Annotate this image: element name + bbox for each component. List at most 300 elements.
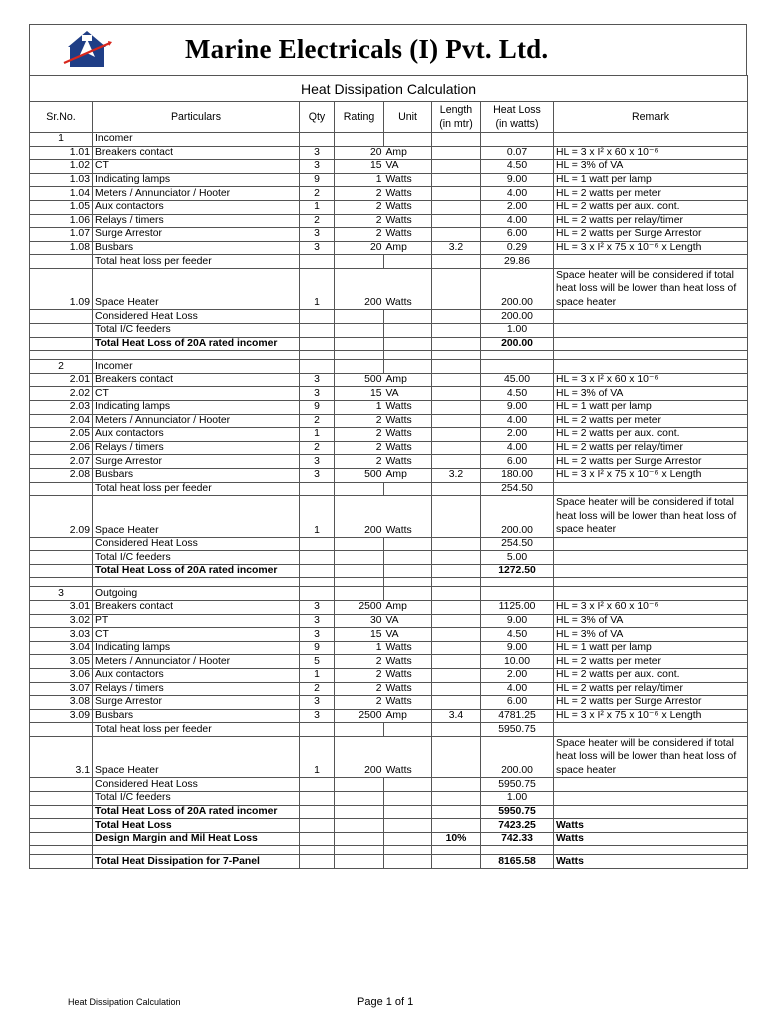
empty-cell xyxy=(384,324,432,338)
item-remark: HL = 2 watts per meter xyxy=(554,414,748,428)
feeders-row xyxy=(30,324,748,338)
empty-cell xyxy=(30,351,93,360)
considered-row xyxy=(30,310,748,324)
space-heater-unit: Watts xyxy=(384,496,432,538)
considered-row xyxy=(30,537,748,551)
item-rating: 1 xyxy=(335,401,384,415)
empty-cell xyxy=(335,324,384,338)
table-row xyxy=(30,187,748,201)
empty-cell xyxy=(432,268,481,310)
item-remark: HL = 3 x I² x 60 x 10⁻⁶ xyxy=(554,373,748,387)
company-header xyxy=(29,24,747,75)
empty-cell xyxy=(384,351,432,360)
empty-cell xyxy=(432,351,481,360)
item-qty: 2 xyxy=(300,414,335,428)
item-length xyxy=(432,428,481,442)
item-number: 3.02 xyxy=(30,614,93,628)
total-feeder-value: 254.50 xyxy=(481,482,554,496)
item-heat-loss: 9.00 xyxy=(481,401,554,415)
empty-cell xyxy=(30,805,93,819)
empty-cell xyxy=(384,578,432,587)
empty-cell xyxy=(384,832,432,846)
item-particulars: Breakers contact xyxy=(93,601,300,615)
item-rating: 2 xyxy=(335,696,384,710)
item-remark: HL = 1 watt per lamp xyxy=(554,641,748,655)
section-title: Outgoing xyxy=(93,587,300,601)
item-qty: 5 xyxy=(300,655,335,669)
empty-cell xyxy=(384,255,432,269)
item-particulars: Meters / Annunciator / Hooter xyxy=(93,414,300,428)
item-length xyxy=(432,682,481,696)
table-row xyxy=(30,401,748,415)
item-qty: 3 xyxy=(300,228,335,242)
item-remark: HL = 3% of VA xyxy=(554,387,748,401)
empty-cell xyxy=(300,564,335,578)
space-heater-rating: 200 xyxy=(335,736,384,778)
item-qty: 2 xyxy=(300,214,335,228)
col-heatloss: Heat Loss (in watts) xyxy=(481,102,554,133)
empty-cell xyxy=(335,805,384,819)
item-qty: 3 xyxy=(300,387,335,401)
item-rating: 2 xyxy=(335,428,384,442)
total-dissipation-unit: Watts xyxy=(554,855,748,869)
item-length xyxy=(432,373,481,387)
item-heat-loss: 4.50 xyxy=(481,387,554,401)
empty-cell xyxy=(481,587,554,601)
space-heater-number: 3.1 xyxy=(30,736,93,778)
item-length xyxy=(432,669,481,683)
item-unit: Amp xyxy=(384,146,432,160)
empty-cell xyxy=(93,578,300,587)
item-qty: 1 xyxy=(300,428,335,442)
item-qty: 3 xyxy=(300,628,335,642)
empty-cell xyxy=(300,351,335,360)
total-feeder-label: Total heat loss per feeder xyxy=(93,723,300,737)
item-rating: 2 xyxy=(335,414,384,428)
item-particulars: Relays / timers xyxy=(93,441,300,455)
empty-cell xyxy=(432,360,481,374)
item-length xyxy=(432,387,481,401)
item-rating: 2 xyxy=(335,682,384,696)
section-title: Incomer xyxy=(93,133,300,147)
space-heater-row xyxy=(30,268,748,310)
item-number: 1.02 xyxy=(30,160,93,174)
section-total-value: 1272.50 xyxy=(481,564,554,578)
table-row xyxy=(30,669,748,683)
item-heat-loss: 45.00 xyxy=(481,373,554,387)
space-heater-number: 1.09 xyxy=(30,268,93,310)
item-unit: VA xyxy=(384,614,432,628)
empty-cell xyxy=(30,551,93,565)
spacer-row xyxy=(30,351,748,360)
item-unit: Watts xyxy=(384,173,432,187)
empty-cell xyxy=(335,351,384,360)
item-unit: Amp xyxy=(384,373,432,387)
considered-label: Considered Heat Loss xyxy=(93,778,300,792)
empty-cell xyxy=(300,255,335,269)
item-qty: 9 xyxy=(300,641,335,655)
empty-cell xyxy=(335,133,384,147)
item-rating: 2 xyxy=(335,228,384,242)
item-remark: HL = 2 watts per relay/timer xyxy=(554,214,748,228)
item-rating: 2 xyxy=(335,455,384,469)
item-number: 3.04 xyxy=(30,641,93,655)
item-qty: 3 xyxy=(300,709,335,723)
item-qty: 3 xyxy=(300,241,335,255)
feeders-label: Total I/C feeders xyxy=(93,792,300,806)
footer-doc-name: Heat Dissipation Calculation xyxy=(68,997,181,1007)
item-remark: HL = 1 watt per lamp xyxy=(554,173,748,187)
empty-cell xyxy=(432,819,481,833)
item-remark: HL = 3 x I² x 75 x 10⁻⁶ x Length xyxy=(554,709,748,723)
empty-cell xyxy=(384,723,432,737)
space-heater-remark: Space heater will be considered if total heat loss will be lower than heat loss of space heater xyxy=(554,736,748,778)
empty-cell xyxy=(300,551,335,565)
item-number: 2.04 xyxy=(30,414,93,428)
item-remark: HL = 3 x I² x 60 x 10⁻⁶ xyxy=(554,601,748,615)
section-title: Incomer xyxy=(93,360,300,374)
empty-cell xyxy=(335,564,384,578)
item-particulars: Indicating lamps xyxy=(93,641,300,655)
item-particulars: CT xyxy=(93,160,300,174)
empty-cell xyxy=(335,337,384,351)
item-number: 3.09 xyxy=(30,709,93,723)
empty-cell xyxy=(384,360,432,374)
item-length xyxy=(432,696,481,710)
item-particulars: Indicating lamps xyxy=(93,173,300,187)
empty-cell xyxy=(554,133,748,147)
empty-cell xyxy=(300,846,335,855)
empty-cell xyxy=(554,537,748,551)
item-number: 3.01 xyxy=(30,601,93,615)
empty-cell xyxy=(554,778,748,792)
space-heater-heat-loss: 200.00 xyxy=(481,736,554,778)
empty-cell xyxy=(30,723,93,737)
empty-cell xyxy=(384,855,432,869)
item-length xyxy=(432,641,481,655)
empty-cell xyxy=(554,805,748,819)
feeders-label: Total I/C feeders xyxy=(93,551,300,565)
item-heat-loss: 4.00 xyxy=(481,214,554,228)
empty-cell xyxy=(432,587,481,601)
item-unit: Amp xyxy=(384,601,432,615)
table-row xyxy=(30,655,748,669)
space-heater-remark: Space heater will be considered if total heat loss will be lower than heat loss of space heater xyxy=(554,268,748,310)
item-qty: 3 xyxy=(300,614,335,628)
design-margin-percent: 10% xyxy=(432,832,481,846)
empty-cell xyxy=(554,360,748,374)
item-rating: 2 xyxy=(335,214,384,228)
empty-cell xyxy=(432,537,481,551)
table-row xyxy=(30,146,748,160)
space-heater-label: Space Heater xyxy=(93,268,300,310)
empty-cell xyxy=(384,537,432,551)
company-name: Marine Electricals (I) Pvt. Ltd. xyxy=(185,34,549,64)
item-heat-loss: 1125.00 xyxy=(481,601,554,615)
col-rating: Rating xyxy=(335,102,384,133)
empty-cell xyxy=(432,723,481,737)
item-rating: 20 xyxy=(335,241,384,255)
empty-cell xyxy=(432,846,481,855)
item-rating: 2500 xyxy=(335,709,384,723)
item-rating: 2 xyxy=(335,669,384,683)
item-particulars: Busbars xyxy=(93,709,300,723)
feeders-label: Total I/C feeders xyxy=(93,324,300,338)
document-sheet xyxy=(29,24,747,869)
item-heat-loss: 9.00 xyxy=(481,641,554,655)
empty-cell xyxy=(335,819,384,833)
item-rating: 15 xyxy=(335,160,384,174)
item-qty: 3 xyxy=(300,601,335,615)
item-particulars: Relays / timers xyxy=(93,682,300,696)
item-unit: Watts xyxy=(384,641,432,655)
section-total-row xyxy=(30,337,748,351)
summary-total-unit: Watts xyxy=(554,819,748,833)
design-margin-row xyxy=(30,832,748,846)
space-heater-rating: 200 xyxy=(335,268,384,310)
space-heater-row xyxy=(30,736,748,778)
total-feeder-row xyxy=(30,482,748,496)
empty-cell xyxy=(335,255,384,269)
item-remark: HL = 1 watt per lamp xyxy=(554,401,748,415)
item-remark: HL = 3% of VA xyxy=(554,614,748,628)
item-unit: Watts xyxy=(384,682,432,696)
item-qty: 3 xyxy=(300,160,335,174)
empty-cell xyxy=(554,551,748,565)
feeders-value: 1.00 xyxy=(481,792,554,806)
section-total-row xyxy=(30,805,748,819)
empty-cell xyxy=(300,855,335,869)
col-length: Length (in mtr) xyxy=(432,102,481,133)
table-row xyxy=(30,455,748,469)
item-unit: Watts xyxy=(384,441,432,455)
table-row xyxy=(30,428,748,442)
empty-cell xyxy=(384,133,432,147)
section-total-label: Total Heat Loss of 20A rated incomer xyxy=(93,564,300,578)
item-unit: VA xyxy=(384,387,432,401)
item-heat-loss: 6.00 xyxy=(481,455,554,469)
empty-cell xyxy=(300,133,335,147)
empty-cell xyxy=(30,324,93,338)
empty-cell xyxy=(432,736,481,778)
empty-cell xyxy=(554,255,748,269)
empty-cell xyxy=(432,310,481,324)
item-length xyxy=(432,187,481,201)
empty-cell xyxy=(30,855,93,869)
empty-cell xyxy=(30,578,93,587)
considered-value: 5950.75 xyxy=(481,778,554,792)
item-number: 2.01 xyxy=(30,373,93,387)
table-row xyxy=(30,387,748,401)
empty-cell xyxy=(384,482,432,496)
item-number: 3.05 xyxy=(30,655,93,669)
item-remark: HL = 2 watts per relay/timer xyxy=(554,441,748,455)
empty-cell xyxy=(384,792,432,806)
item-particulars: Surge Arrestor xyxy=(93,696,300,710)
total-feeder-label: Total heat loss per feeder xyxy=(93,482,300,496)
item-number: 1.03 xyxy=(30,173,93,187)
item-particulars: Meters / Annunciator / Hooter xyxy=(93,655,300,669)
empty-cell xyxy=(384,846,432,855)
item-remark: HL = 2 watts per Surge Arrestor xyxy=(554,455,748,469)
empty-cell xyxy=(432,778,481,792)
empty-cell xyxy=(335,723,384,737)
item-qty: 2 xyxy=(300,187,335,201)
empty-cell xyxy=(432,496,481,538)
item-heat-loss: 6.00 xyxy=(481,696,554,710)
item-particulars: Aux contactors xyxy=(93,669,300,683)
empty-cell xyxy=(432,482,481,496)
item-particulars: Busbars xyxy=(93,241,300,255)
item-remark: HL = 2 watts per relay/timer xyxy=(554,682,748,696)
item-number: 3.03 xyxy=(30,628,93,642)
empty-cell xyxy=(554,351,748,360)
empty-cell xyxy=(384,310,432,324)
item-particulars: Aux contactors xyxy=(93,200,300,214)
item-unit: Watts xyxy=(384,414,432,428)
item-unit: Watts xyxy=(384,655,432,669)
spacer-row xyxy=(30,578,748,587)
section-number: 2 xyxy=(30,360,93,374)
item-particulars: Meters / Annunciator / Hooter xyxy=(93,187,300,201)
total-feeder-value: 29.86 xyxy=(481,255,554,269)
col-qty: Qty xyxy=(300,102,335,133)
item-number: 3.06 xyxy=(30,669,93,683)
space-heater-qty: 1 xyxy=(300,736,335,778)
table-row xyxy=(30,228,748,242)
empty-cell xyxy=(432,133,481,147)
empty-cell xyxy=(300,832,335,846)
item-number: 1.08 xyxy=(30,241,93,255)
item-number: 2.05 xyxy=(30,428,93,442)
empty-cell xyxy=(30,819,93,833)
item-qty: 9 xyxy=(300,173,335,187)
table-row xyxy=(30,214,748,228)
column-header-row xyxy=(30,102,748,133)
item-remark: HL = 2 watts per Surge Arrestor xyxy=(554,228,748,242)
item-remark: HL = 3 x I² x 75 x 10⁻⁶ x Length xyxy=(554,468,748,482)
col-particulars: Particulars xyxy=(93,102,300,133)
heat-dissipation-table xyxy=(29,75,748,869)
empty-cell xyxy=(554,587,748,601)
empty-cell xyxy=(335,846,384,855)
empty-cell xyxy=(335,855,384,869)
considered-row xyxy=(30,778,748,792)
section-heading-row xyxy=(30,133,748,147)
section-heading-row xyxy=(30,360,748,374)
item-unit: Watts xyxy=(384,455,432,469)
empty-cell xyxy=(432,551,481,565)
space-heater-remark: Space heater will be considered if total heat loss will be lower than heat loss of space heater xyxy=(554,496,748,538)
section-total-value: 200.00 xyxy=(481,337,554,351)
item-length xyxy=(432,160,481,174)
design-margin-label: Design Margin and Mil Heat Loss xyxy=(93,832,300,846)
item-heat-loss: 6.00 xyxy=(481,228,554,242)
space-heater-unit: Watts xyxy=(384,736,432,778)
item-unit: Watts xyxy=(384,669,432,683)
space-heater-qty: 1 xyxy=(300,268,335,310)
feeders-row xyxy=(30,792,748,806)
item-number: 3.08 xyxy=(30,696,93,710)
item-unit: Amp xyxy=(384,709,432,723)
empty-cell xyxy=(554,482,748,496)
empty-cell xyxy=(481,360,554,374)
item-qty: 3 xyxy=(300,373,335,387)
section-total-row xyxy=(30,564,748,578)
item-qty: 3 xyxy=(300,146,335,160)
empty-cell xyxy=(30,846,93,855)
empty-cell xyxy=(481,133,554,147)
item-remark: HL = 2 watts per aux. cont. xyxy=(554,200,748,214)
col-unit: Unit xyxy=(384,102,432,133)
item-number: 1.05 xyxy=(30,200,93,214)
empty-cell xyxy=(30,832,93,846)
space-heater-qty: 1 xyxy=(300,496,335,538)
item-heat-loss: 10.00 xyxy=(481,655,554,669)
empty-cell xyxy=(554,846,748,855)
empty-cell xyxy=(300,587,335,601)
empty-cell xyxy=(300,578,335,587)
table-row xyxy=(30,641,748,655)
empty-cell xyxy=(300,778,335,792)
item-rating: 2 xyxy=(335,200,384,214)
item-particulars: Aux contactors xyxy=(93,428,300,442)
empty-cell xyxy=(554,792,748,806)
empty-cell xyxy=(335,587,384,601)
design-margin-value: 742.33 xyxy=(481,832,554,846)
item-particulars: CT xyxy=(93,628,300,642)
item-particulars: CT xyxy=(93,387,300,401)
item-heat-loss: 9.00 xyxy=(481,173,554,187)
item-qty: 3 xyxy=(300,696,335,710)
section-number: 1 xyxy=(30,133,93,147)
item-heat-loss: 2.00 xyxy=(481,428,554,442)
empty-cell xyxy=(554,324,748,338)
table-row xyxy=(30,682,748,696)
company-logo xyxy=(62,29,112,69)
item-rating: 15 xyxy=(335,628,384,642)
item-heat-loss: 4.00 xyxy=(481,682,554,696)
section-total-value: 5950.75 xyxy=(481,805,554,819)
item-unit: Watts xyxy=(384,696,432,710)
section-number: 3 xyxy=(30,587,93,601)
item-length xyxy=(432,455,481,469)
item-length xyxy=(432,401,481,415)
document-title: Heat Dissipation Calculation xyxy=(30,76,748,102)
space-heater-label: Space Heater xyxy=(93,736,300,778)
empty-cell xyxy=(384,587,432,601)
table-row xyxy=(30,173,748,187)
space-heater-rating: 200 xyxy=(335,496,384,538)
item-qty: 2 xyxy=(300,682,335,696)
item-rating: 30 xyxy=(335,614,384,628)
empty-cell xyxy=(300,360,335,374)
item-number: 2.07 xyxy=(30,455,93,469)
section-total-label: Total Heat Loss of 20A rated incomer xyxy=(93,337,300,351)
item-length xyxy=(432,200,481,214)
empty-cell xyxy=(335,832,384,846)
item-remark: HL = 3 x I² x 75 x 10⁻⁶ x Length xyxy=(554,241,748,255)
empty-cell xyxy=(300,537,335,551)
item-rating: 2500 xyxy=(335,601,384,615)
total-feeder-row xyxy=(30,723,748,737)
table-row xyxy=(30,414,748,428)
item-remark: HL = 2 watts per aux. cont. xyxy=(554,669,748,683)
item-remark: HL = 3% of VA xyxy=(554,628,748,642)
col-srno: Sr.No. xyxy=(30,102,93,133)
item-particulars: Breakers contact xyxy=(93,146,300,160)
empty-cell xyxy=(481,578,554,587)
